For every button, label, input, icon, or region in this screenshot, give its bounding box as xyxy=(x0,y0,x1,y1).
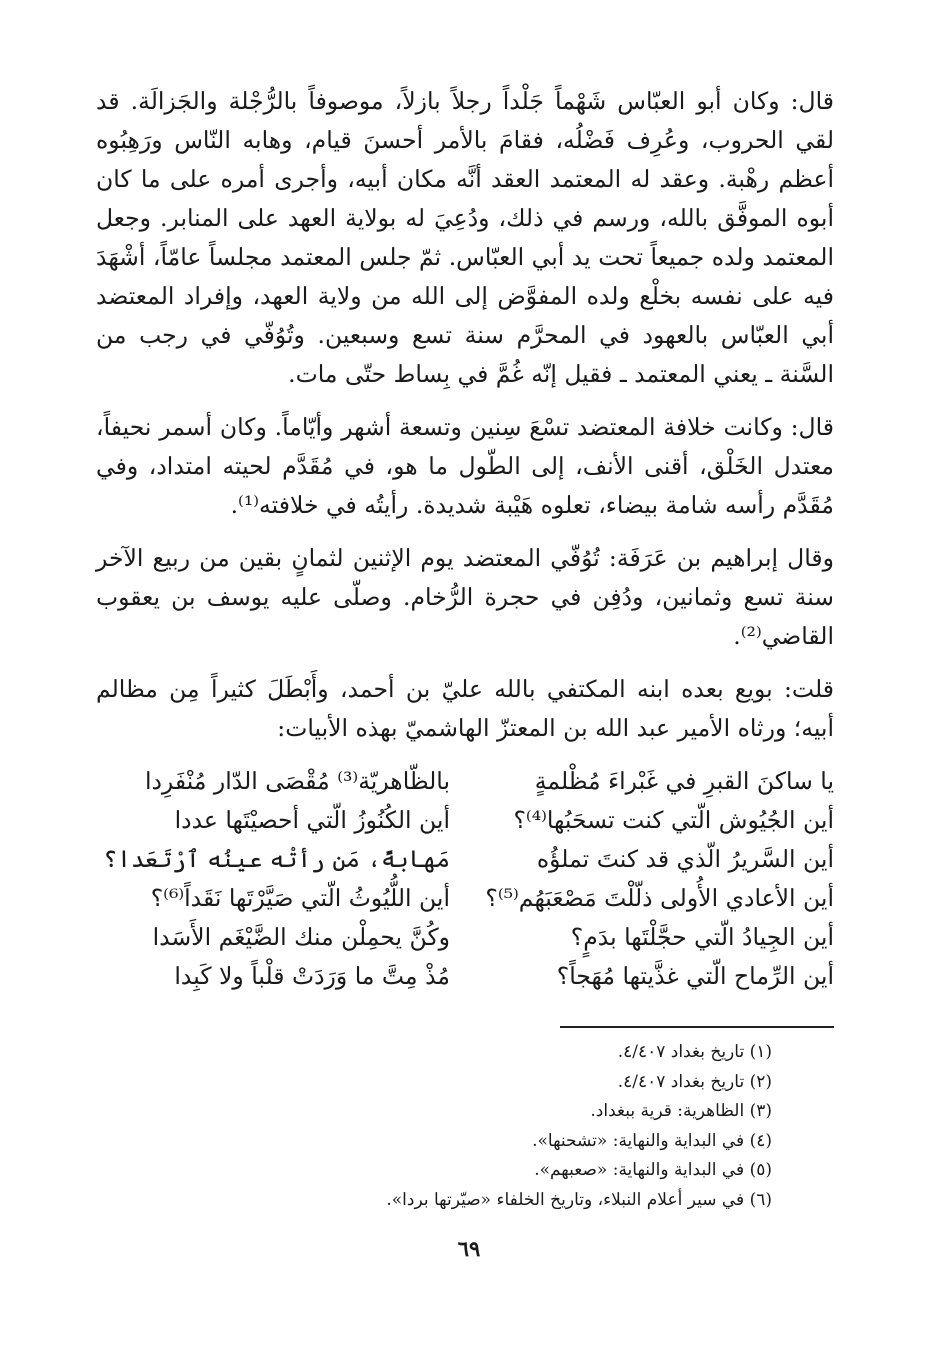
footnote-3: (٣) الظاهرية: قرية ببغداد. xyxy=(590,1101,772,1121)
paragraph-1 xyxy=(96,82,834,394)
paragraph-text: قلت: بويع بعده ابنه المكتفي بالله عليّ بن أحمد، وأَبْطَلَ كثيراً مِن مظالم أبيه؛ ورثاه الأمير عبد الله بن المعتزّ الهاشميّ بهذه الأبيات: xyxy=(96,675,834,742)
verse-second-hemistich: أين الكُنُوزُ الّتي أحصيْتَها عددا xyxy=(174,806,450,834)
poem-verses xyxy=(96,762,834,996)
paragraph-text: وقال إبراهيم بن عَرَفَة: تُوُفّي المعتضد يوم الإثنين لثمانٍ بقين من ربيع الآخر سنة تسع وثمانين، ودُفِن في حجرة الرُّخام. وصلّى عليه يوسف بن يعقوب القاضي⁽²⁾. xyxy=(96,544,834,650)
verse-second-hemistich: مُذْ مِتَّ ما وَرَدَتْ قلْباً ولا كَبِدا xyxy=(174,962,450,990)
verse-second-hemistich: وكُنَّ يحمِلْن منك الضَّيْغَم الأَسَدا xyxy=(152,923,450,951)
verse-first-hemistich: أين الجُيُوش الّتي كنت تسحَبُها⁽⁴⁾؟ xyxy=(513,806,834,834)
paragraph-text: قال: وكانت خلافة المعتضد تسْعَ سِنين وتسعة أشهر وأيّاماً. وكان أسمر نحيفاً، معتدل الخَلْق، أقنى الأنف، إلى الطّول ما هو، في مُقَدَّم لحيته امتداد، وفي مُقَدَّم رأسه شامة بيضاء، تعلوه هَيْبة شديدة. رأيتُه في خلافته⁽¹⁾. xyxy=(96,413,834,519)
footnote-1: (١) تاريخ بغداد ٤/٤٠٧. xyxy=(617,1042,772,1062)
paragraph-2 xyxy=(96,408,834,525)
verse-first-hemistich: يا ساكنَ القبرِ في غَبْراءَ مُظْلمةٍ xyxy=(534,767,834,795)
footnote-2: (٢) تاريخ بغداد ٤/٤٠٧. xyxy=(617,1071,772,1092)
verse-first-hemistich: أين السَّريرُ الّذي قد كنتَ تملؤُه xyxy=(536,845,834,873)
footnote-6: (٦) في سير أعلام النبلاء، وتاريخ الخلفاء «صيّرتها بردا». xyxy=(386,1189,772,1210)
paragraph-4 xyxy=(96,670,834,748)
verse-first-hemistich: أين الرِّماح الّتي غذَّيتها مُهَجاً؟ xyxy=(556,962,834,990)
footnote-4: (٤) في البداية والنهاية: «تشحنها». xyxy=(532,1130,772,1151)
verse-first-hemistich: أين الجِيادُ الّتي حجَّلْتَها بدَمٍ؟ xyxy=(570,923,834,951)
verse-second-hemistich: أين اللُّيُوثُ الّتي صَيَّرْتَها نَقَداً⁽⁶⁾؟ xyxy=(150,884,450,912)
page-number: ٦٩ xyxy=(457,1236,481,1261)
verse-second-hemistich: مَهابةً، مَن رأتْه عينُه ٱرْتَعَدا؟ xyxy=(103,845,450,873)
footnotes xyxy=(96,1038,834,1215)
paragraph-text: قال: وكان أبو العبّاس شَهْماً جَلْداً رجلاً بازلاً، موصوفاً بالرُّجْلة والجَزالَة. قد لقي الحروب، وعُرِف فَضْلُه، فقامَ بالأمر أحسنَ قيام، وهابه النّاس ورَهِبُوه أعظم رهْبة. وعقد له المعتمد العقد أنَّه مكان أبيه، وأجرى أمره على ما كان أبوه الموفَّق بالله، ورسم في ذلك، ودُعِيَ له بولاية العهد على المنابر. وجعل المعتمد ولده جميعاً تحت يد أبي العبّاس. ثمّ جلس المعتمد مجلساً عامّاً، أشْهَدَ فيه على نفسه بخلْع ولده المفوَّض إلى الله من ولاية العهد، وإفراد المعتضد أبي العبّاس بالعهود في المحرَّم سنة تسع وسبعين. وتُوُفّي في رجب من السَّنة ـ يعني المعتمد ـ فقيل إنّه غُمَّ في بِساط حتّى مات. xyxy=(96,87,834,388)
verse-second-hemistich: بالظّاهريّة⁽³⁾ مُقْصَى الدّار مُنْفَرِدا xyxy=(144,767,450,795)
paragraph-3 xyxy=(96,539,834,656)
footnote-separator xyxy=(560,1026,834,1028)
footnote-5: (٥) في البداية والنهاية: «صعبهم». xyxy=(534,1160,772,1180)
verse-first-hemistich: أين الأعادي الأُولى ذلّلْتَ مَصْعَبَهُم⁽⁵⁾؟ xyxy=(485,884,834,912)
